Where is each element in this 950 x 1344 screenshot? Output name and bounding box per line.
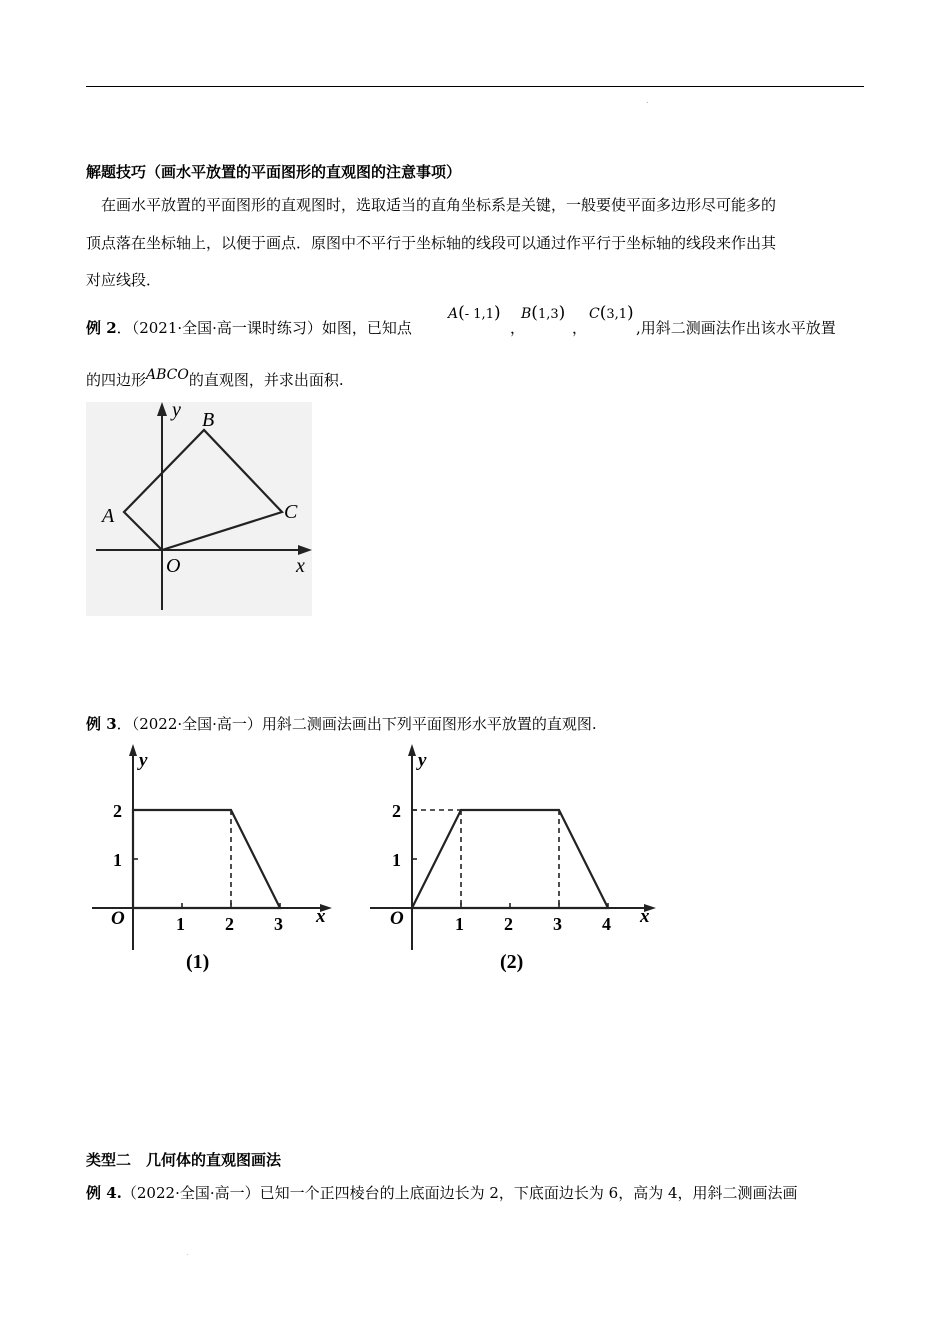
header-dot: .: [646, 96, 649, 105]
ex3-text: （2022·全国·高一）用斜二测画法画出下列平面图形水平放置的直观图.: [131, 715, 597, 733]
ex2-point-b: B(1,3): [521, 303, 566, 323]
ex3-fig1-origin-label: O: [111, 908, 125, 929]
ex3-figure-2: [364, 742, 660, 980]
ex3-fig1-xtick-label-2: 2: [225, 914, 234, 934]
ex2-y-arrow: [157, 402, 167, 416]
ex2-x-arrow: [298, 545, 312, 555]
ex3-fig2-shape: [412, 810, 608, 908]
ex2-label-c: C: [284, 501, 298, 523]
ex2-label-o: O: [166, 555, 181, 577]
ex2-dot: ．: [116, 319, 132, 337]
ex3-figure-1: [86, 742, 336, 980]
ex3-fig2-xtick-label-1: 1: [455, 914, 464, 934]
tip-title: 解题技巧（画水平放置的平面图形的直观图的注意事项）: [86, 163, 462, 181]
ex3-fig2-y-arrow: [408, 744, 416, 756]
ex2-point-a: A(- 1,1): [448, 303, 501, 323]
ex2-label-x: x: [296, 555, 305, 577]
ex3-fig1-ytick-label-1: 1: [113, 850, 122, 870]
ex4-line: [86, 1183, 798, 1203]
ex3-line: [86, 714, 597, 734]
ex3-fig1-y-label: y: [139, 750, 148, 771]
ex3-fig2-ytick-label-1: 1: [392, 850, 401, 870]
ex3-label: 例 3: [86, 715, 117, 733]
ex3-fig2-y-label: y: [418, 750, 427, 771]
ex3-dot: ．: [116, 715, 132, 733]
footer-dot: .: [186, 1248, 189, 1257]
ex3-fig1-ytick-label-2: 2: [113, 801, 122, 821]
ex2-label-y: y: [172, 402, 181, 421]
ex3-fig2-ytick-label-2: 2: [392, 801, 401, 821]
ex3-fig2-xtick-label-4: 4: [602, 914, 611, 934]
ex2-tail: ,用斜二测画法作出该水平放置: [636, 319, 836, 337]
ex3-fig2-caption: (2): [500, 951, 524, 973]
ex3-fig2-x-label: x: [640, 906, 650, 927]
ex4-label: 例 4.: [86, 1184, 122, 1202]
tip-para-line2: 顶点落在坐标轴上，以便于画点．原图中不平行于坐标轴的线段可以通过作平行于坐标轴的线段来作出其: [86, 234, 777, 252]
ex3-fig1-xtick-label-1: 1: [176, 914, 185, 934]
tip-para-line1: 在画水平放置的平面图形的直观图时，选取适当的直角坐标系是关键，一般要使平面多边形尽可能多的: [101, 196, 777, 214]
header-rule: [86, 86, 864, 87]
ex3-fig1-caption: (1): [186, 951, 210, 973]
ex3-fig1-shape: [133, 810, 280, 908]
ex3-fig2-xtick-label-2: 2: [504, 914, 513, 934]
ex2-comma-2: ，: [572, 319, 588, 337]
ex2-figure: [86, 402, 312, 616]
ex3-fig1-xtick-label-3: 3: [274, 914, 283, 934]
ex2-quadrilateral: [124, 430, 282, 550]
ex2-comma-1: ，: [510, 319, 526, 337]
ex2-line2: 的四边形ABCO的直观图，并求出面积.: [86, 367, 344, 389]
ex2-label-a: A: [102, 505, 115, 527]
type2-title: 类型二 几何体的直观图画法: [86, 1151, 282, 1169]
ex2-point-c: C(3,1): [589, 303, 634, 323]
ex2-line1: [86, 318, 412, 338]
ex3-fig1-x-label: x: [316, 906, 326, 927]
ex2-label: 例 2: [86, 319, 117, 337]
ex4-text: （2022·全国·高一）已知一个正四棱台的上底面边长为 2，下底面边长为 6，高为 4，用斜二测画法画: [121, 1184, 798, 1202]
ex2-label-b: B: [202, 409, 215, 431]
tip-para-line3: 对应线段．: [86, 271, 162, 289]
ex3-fig2-xtick-label-3: 3: [553, 914, 562, 934]
ex3-fig2-origin-label: O: [390, 908, 404, 929]
ex2-source: （2021·全国·高一课时练习）如图，已知点: [131, 319, 412, 337]
ex3-fig1-y-arrow: [129, 744, 137, 756]
